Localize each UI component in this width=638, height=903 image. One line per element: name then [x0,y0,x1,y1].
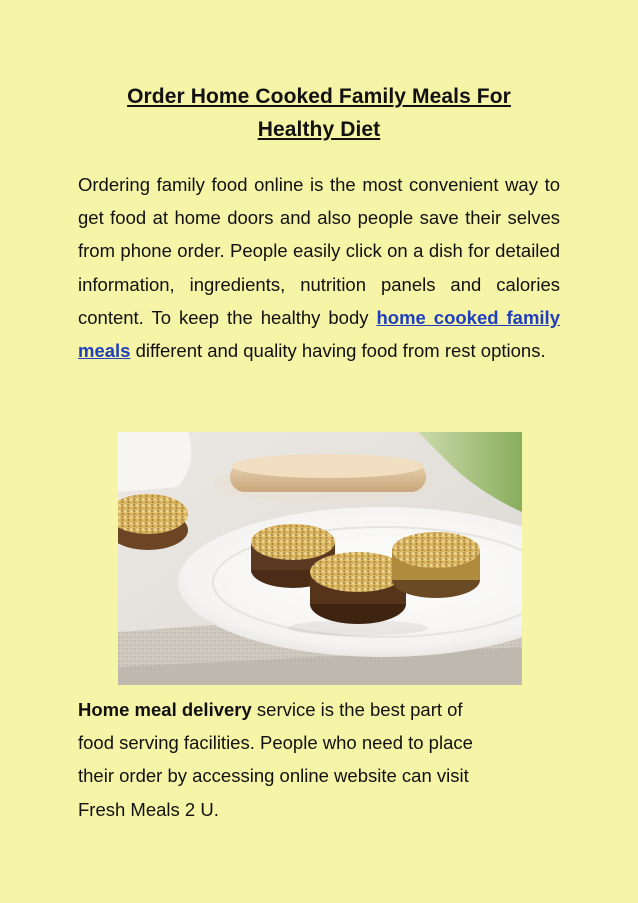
intro-text-before-link: Ordering family food online is the most convenient way to get food at home doors and also people save their selves from phone order. People easily click on a dish for detailed information, ingredients, nutrition panels and calories content. To keep the healthy body [78,174,560,328]
intro-paragraph [78,168,560,367]
intro-text-after-link: different and quality having food from rest options. [130,340,546,362]
delivery-paragraph [78,693,560,826]
delivery-line-4: Fresh Meals 2 U. [78,798,219,820]
home-cooked-meals-link[interactable]: home cooked family meals [78,306,560,362]
page-title [78,80,560,146]
food-photo [118,432,522,685]
title-line-1: Order Home Cooked Family Meals For [127,85,511,108]
title-line-2: Healthy Diet [257,118,381,141]
delivery-line-2: food serving facilities. People who need to place [78,732,473,754]
delivery-line-1-rest: service is the best part of [251,699,463,720]
delivery-line-3: their order by accessing online website can visit [78,765,469,787]
delivery-lead: Home meal delivery [78,699,252,720]
